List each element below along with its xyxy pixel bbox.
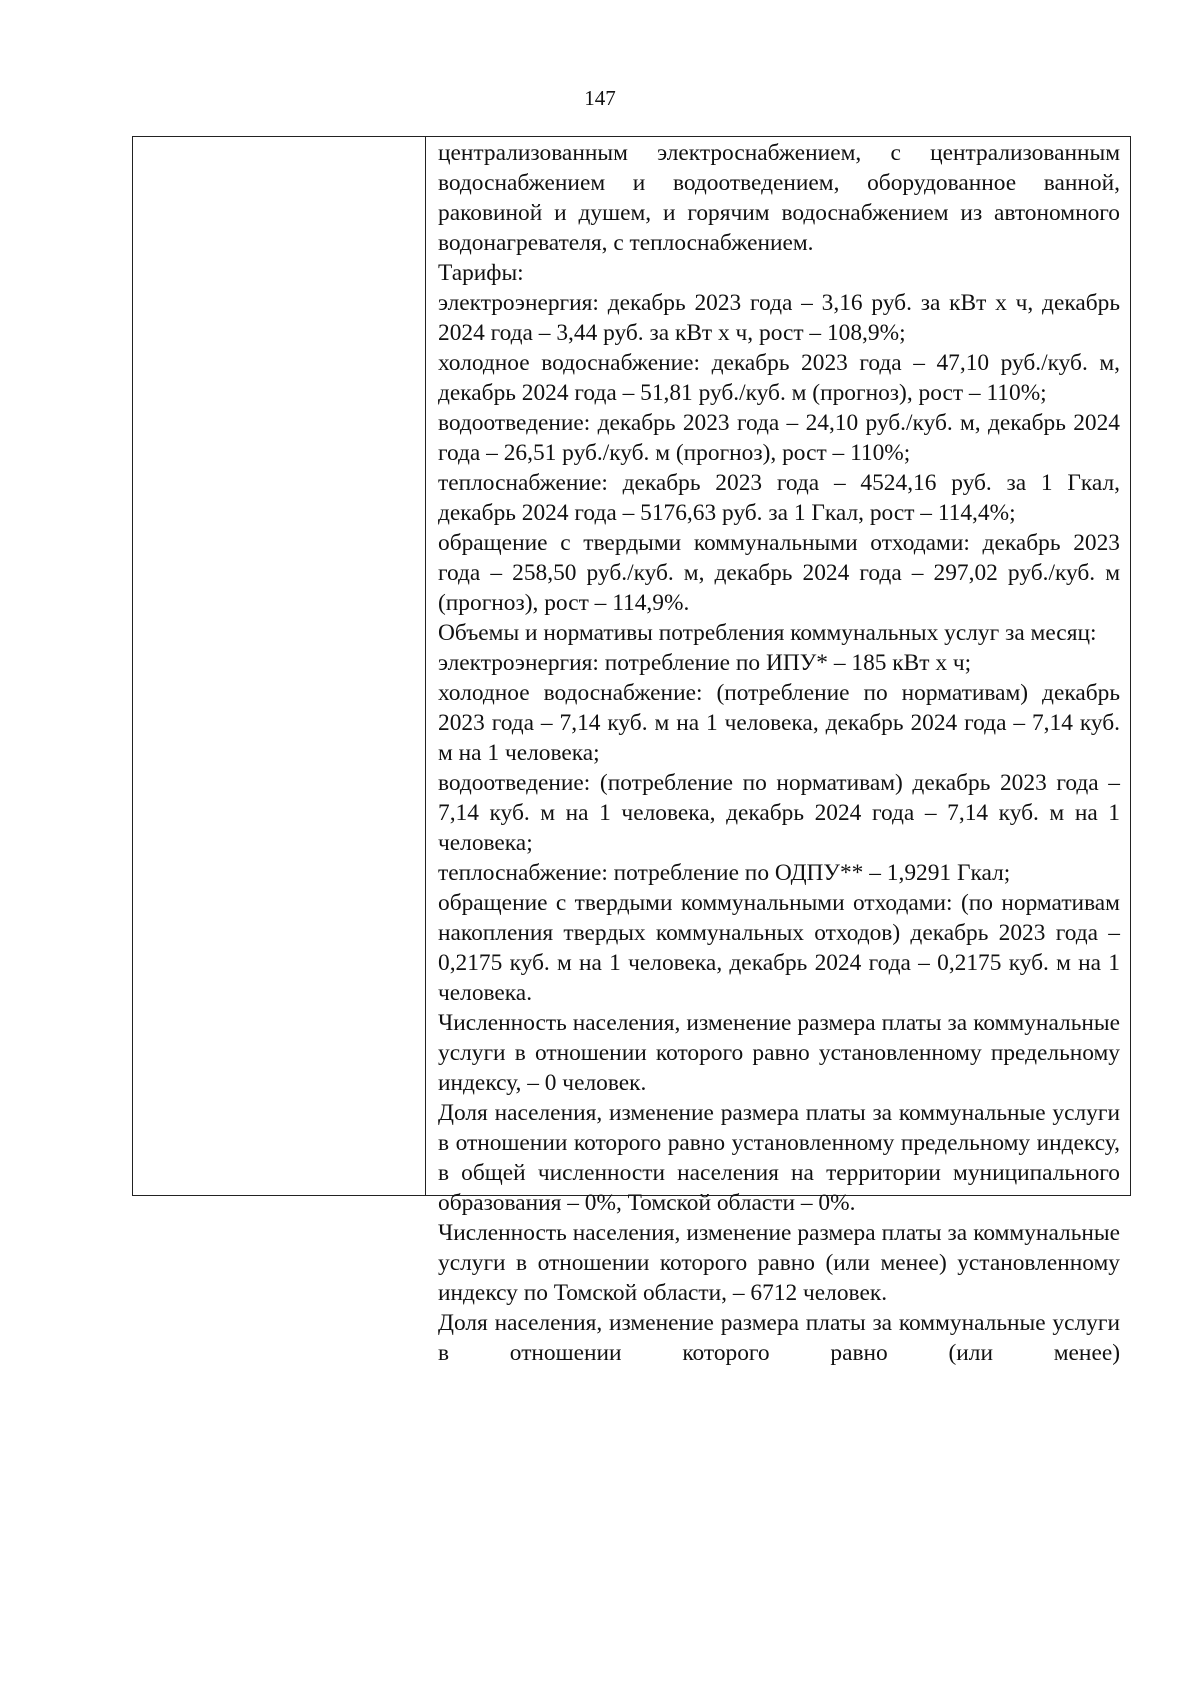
p-volumes-heading: Объемы и нормативы потребления коммунальных услуг за месяц: xyxy=(438,620,1097,646)
p-volume-cold-water: холодное водоснабжение: (потребление по нормативам) декабрь 2023 года – 7,14 куб. м на 1 человека, декабрь 2024 года – 7,14 куб. м на 1 человека; xyxy=(438,680,1120,766)
page-number: 147 xyxy=(584,86,616,110)
p-tariffs-heading: Тарифы: xyxy=(438,260,524,286)
p-share-equal-limit: Доля населения, изменение размера платы за коммунальные услуги в отношении которого равно установленному предельному индексу, в общей численности населения на территории муниципального образования – 0%, Томской области – 0%. xyxy=(438,1100,1120,1216)
p-housing-description: централизованным электроснабжением, с централизованным водоснабжением и водоотведением, оборудованное ванной, раковиной и душем, и горячим водоснабжением из автономного водонагревателя, с теплоснабжением. xyxy=(438,140,1120,256)
p-population-equal-limit: Численность населения, изменение размера платы за коммунальные услуги в отношении которого равно установленному предельному индексу, – 0 человек. xyxy=(438,1010,1120,1096)
content-table xyxy=(132,136,1131,1366)
p-share-tomsk-index: Доля населения, изменение размера платы за коммунальные услуги в отношении которого равно (или менее) xyxy=(438,1310,1120,1366)
p-tariff-solid-waste: обращение с твердыми коммунальными отходами: декабрь 2023 года – 258,50 руб./куб. м, декабрь 2024 года – 297,02 руб./куб. м (прогноз), рост – 114,9%. xyxy=(438,530,1120,616)
table-left-cell xyxy=(133,137,426,1195)
p-tariff-sewerage: водоотведение: декабрь 2023 года – 24,10 руб./куб. м, декабрь 2024 года – 26,51 руб./куб. м (прогноз), рост – 110%; xyxy=(438,410,1120,466)
p-volume-sewerage: водоотведение: (потребление по нормативам) декабрь 2023 года – 7,14 куб. м на 1 человека, декабрь 2024 года – 7,14 куб. м на 1 человека; xyxy=(438,770,1120,856)
p-tariff-heating: теплоснабжение: декабрь 2023 года – 4524,16 руб. за 1 Гкал, декабрь 2024 года – 5176,63 руб. за 1 Гкал, рост – 114,4%; xyxy=(438,470,1120,526)
p-population-tomsk-index: Численность населения, изменение размера платы за коммунальные услуги в отношении которого равно (или менее) установленному индексу по Томской области, – 6712 человек. xyxy=(438,1220,1120,1306)
table-right-cell xyxy=(426,137,1130,1366)
p-tariff-electricity: электроэнергия: декабрь 2023 года – 3,16 руб. за кВт х ч, декабрь 2024 года – 3,44 руб. за кВт х ч, рост – 108,9%; xyxy=(438,290,1120,346)
p-volume-heating: теплоснабжение: потребление по ОДПУ** – 1,9291 Гкал; xyxy=(438,860,1011,886)
p-volume-solid-waste: обращение с твердыми коммунальными отходами: (по нормативам накопления твердых коммунальных отходов) декабрь 2023 года – 0,2175 куб. м на 1 человека, декабрь 2024 года – 0,2175 куб. м на 1 человека. xyxy=(438,890,1120,1006)
p-tariff-cold-water: холодное водоснабжение: декабрь 2023 года – 47,10 руб./куб. м, декабрь 2024 года – 51,81 руб./куб. м (прогноз), рост – 110%; xyxy=(438,350,1120,406)
p-volume-electricity: электроэнергия: потребление по ИПУ* – 185 кВт х ч; xyxy=(438,650,972,676)
